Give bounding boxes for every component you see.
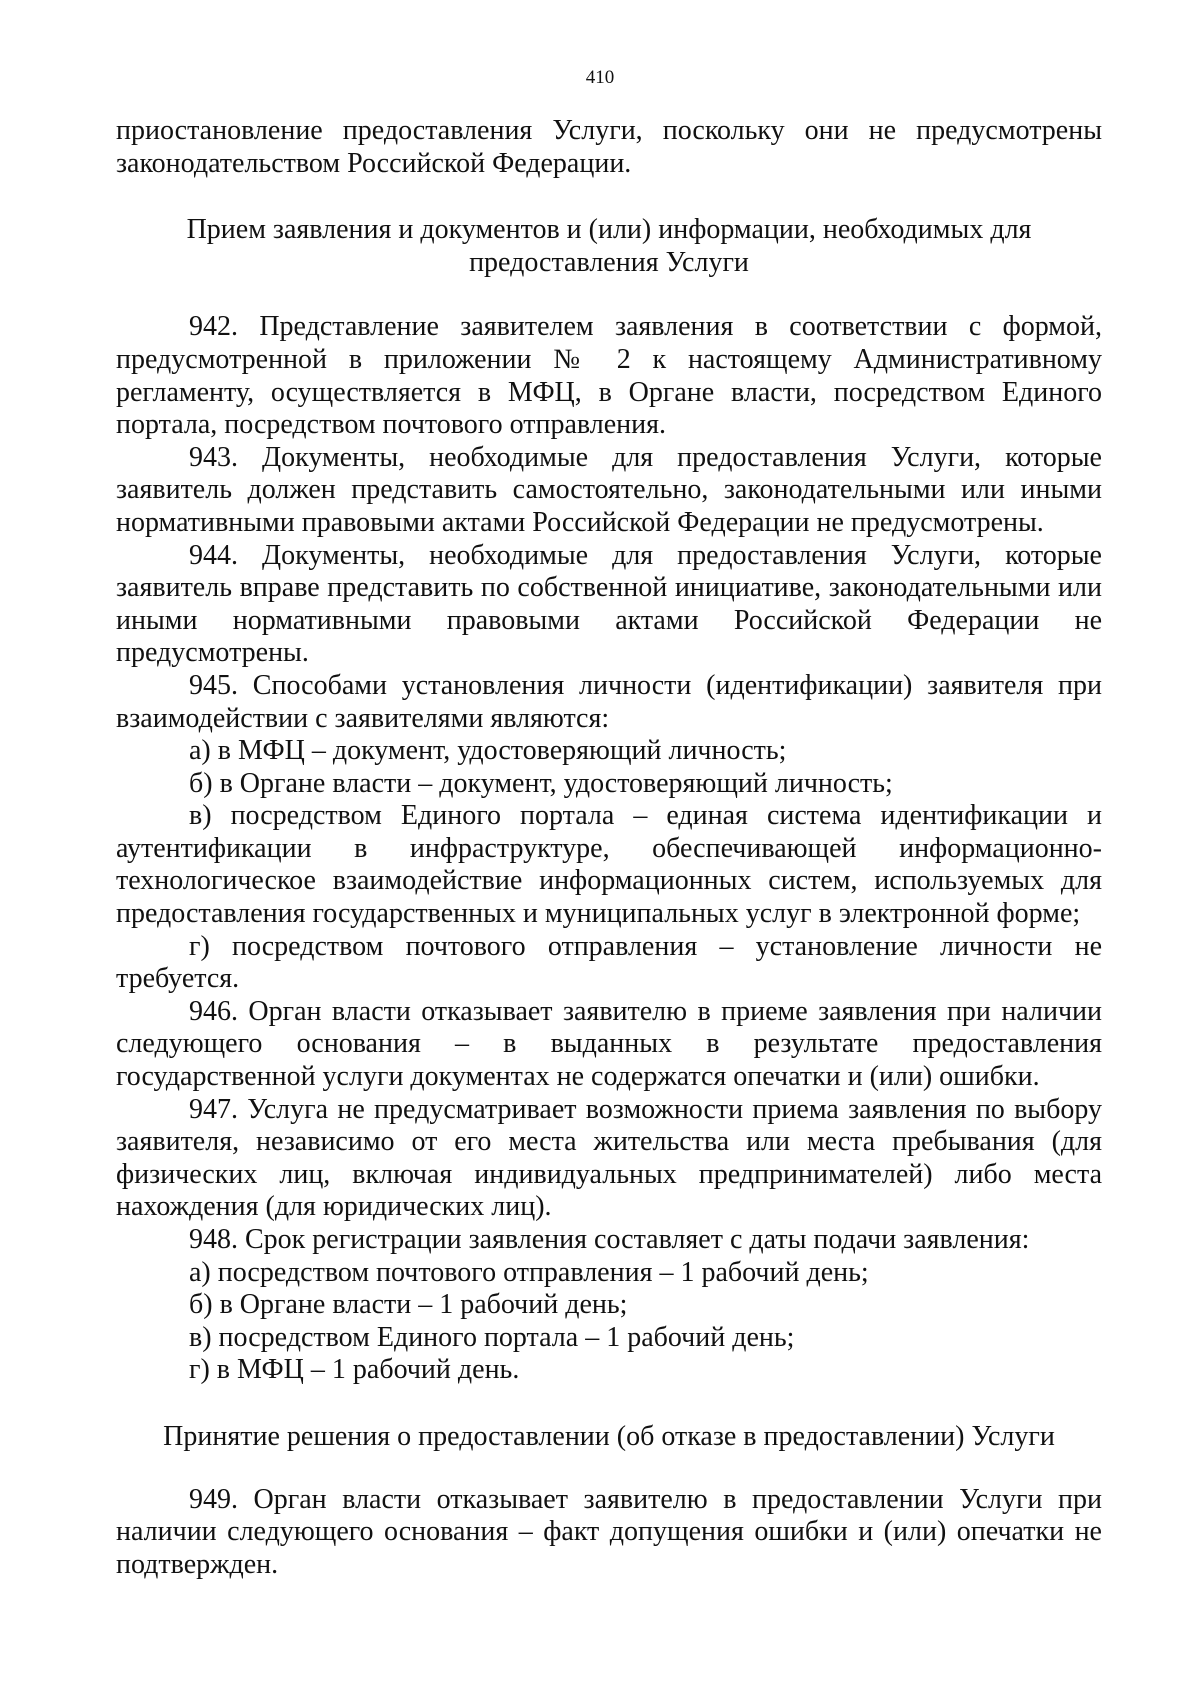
document-body: [116, 115, 1102, 1581]
paragraph-945: 945. Способами установления личности (идентификации) заявителя при взаимодействии с заявителями являются:: [116, 669, 1102, 734]
paragraph-949: 949. Орган власти отказывает заявителю в предоставлении Услуги при наличии следующего основания – факт допущения ошибки и (или) опечатки не подтвержден.: [116, 1483, 1102, 1580]
list-item-948-b: б) в Органе власти – 1 рабочий день;: [189, 1289, 628, 1321]
paragraph-948: 948. Срок регистрации заявления составляет с даты подачи заявления:: [189, 1224, 1030, 1255]
paragraph-946: 946. Орган власти отказывает заявителю в приеме заявления при наличии следующего основания – в выданных в результате предоставления государственной услуги документах не содержатся опечатки и (или) ошибки.: [116, 995, 1102, 1093]
list-item-945-a: а) в МФЦ – документ, удостоверяющий личность;: [189, 735, 787, 767]
paragraph-942: 942. Представление заявителем заявления в соответствии с формой, предусмотренной в приложении № 2 к настоящему Административному регламенту, осуществляется в МФЦ, в Органе власти, посредством Единого портала, посредством почтового отправления.: [116, 311, 1102, 441]
list-item-945-v: в) посредством Единого портала – единая система идентификации и аутентификации в инфраструктуре, обеспечивающей информационно-технологическое взаимодействие информационных систем, используемых для предоставления государственных и муниципальных услуг в электронной форме;: [116, 800, 1102, 930]
list-item-945-g: г) посредством почтового отправления – установление личности не требуется.: [116, 930, 1102, 995]
page-number: 410: [585, 67, 615, 88]
list-item-945-b: б) в Органе власти – документ, удостоверяющий личность;: [189, 767, 893, 799]
paragraph-944: 944. Документы, необходимые для предоставления Услуги, которые заявитель вправе представить по собственной инициативе, законодательными или иными нормативными правовыми актами Российской Федерации не предусмотрены.: [116, 539, 1102, 669]
list-item-948-g: г) в МФЦ – 1 рабочий день.: [189, 1354, 520, 1386]
paragraph-947: 947. Услуга не предусматривает возможности приема заявления по выбору заявителя, независимо от его места жительства или места пребывания (для физических лиц, включая индивидуальных предпринимателей) либо места нахождения (для юридических лиц).: [116, 1093, 1102, 1223]
list-item-948-v: в) посредством Единого портала – 1 рабочий день;: [189, 1321, 795, 1353]
list-item-948-a: а) посредством почтового отправления – 1 рабочий день;: [189, 1256, 869, 1288]
section-heading-intake: Прием заявления и документов и (или) информации, необходимых для предоставления Услуги: [186, 214, 1032, 278]
paragraph-943: 943. Документы, необходимые для предоставления Услуги, которые заявитель должен представить самостоятельно, законодательными или иными нормативными правовыми актами Российской Федерации не предусмотрены.: [116, 441, 1102, 538]
paragraph-continuation: приостановление предоставления Услуги, поскольку они не предусмотрены законодательством Российской Федерации.: [116, 115, 1102, 179]
section-heading-decision: Принятие решения о предоставлении (об отказе в предоставлении) Услуги: [163, 1420, 1055, 1452]
